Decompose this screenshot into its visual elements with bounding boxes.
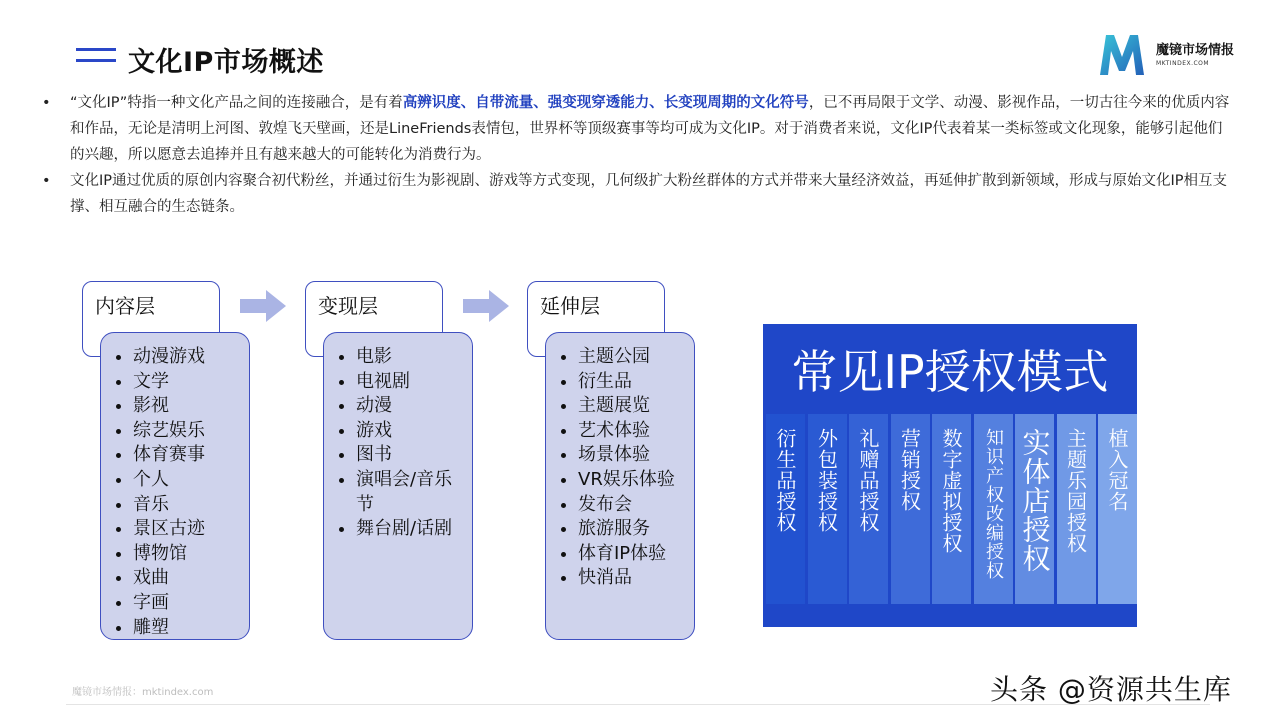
bullet-dot: •: [42, 95, 51, 111]
bullet-paragraph-2: [42, 168, 1232, 220]
list-item: • 艺术体验: [578, 419, 690, 444]
ip-licensing-title: 常见IP授权模式: [791, 345, 1109, 399]
licensing-mode: [808, 414, 847, 604]
bullet2-text: 文化IP通过优质的原创内容聚合初代粉丝，并通过衍生为影视剧、游戏等方式变现，几何级扩大粉丝群体的方式并带来大量经济效益，再延伸扩散到新领域，形成与原始文化IP相互支撑、相互融合的生态链条。: [70, 173, 1228, 215]
page-title: 文化IP市场概述: [128, 47, 324, 78]
list-item: • 演唱会/音乐节: [356, 468, 468, 517]
licensing-mode-label: 营销授权: [897, 428, 922, 512]
licensing-mode-label: 数字虚拟授权: [939, 428, 963, 554]
title-accent-bars: [76, 48, 116, 66]
ip-licensing-panel: [763, 324, 1137, 627]
bullet1-text-rest: ，已不再局限于文学、动漫、影视作品，一切古往今来的优质内容和作品，无论是清明上河图、敦煌飞天壁画，还是LineFriends表情包，世界杯等顶级赛事等均可成为文化IP。对于消费者来说，文化IP代表着某一类标签或文化现象，能够引起他们的兴趣，所以愿意去追捧并且有越来越大的可能转化为消费行为。: [70, 95, 1230, 163]
list-item: • 戏曲: [133, 566, 245, 591]
licensing-mode-label: 衍生品授权: [773, 428, 797, 533]
list-item: • 图书: [356, 443, 468, 468]
licensing-mode-label: 植入冠名: [1105, 428, 1129, 512]
list-item: • 体育赛事: [133, 443, 245, 468]
source-note: 魔镜市场情报：mktindex.com: [72, 687, 214, 698]
licensing-mode: [1098, 414, 1137, 604]
licensing-mode: [1057, 414, 1096, 604]
extend-layer-title: 延伸层: [540, 294, 600, 318]
list-item: • 场景体验: [578, 443, 690, 468]
list-item: • 动漫游戏: [133, 345, 245, 370]
licensing-mode: [932, 414, 971, 604]
list-item: • 舞台剧/话剧: [356, 517, 468, 542]
licensing-mode-label: 知识产权改编授权: [983, 428, 1004, 580]
list-item: • 主题展览: [578, 394, 690, 419]
list-item: • 发布会: [578, 493, 690, 518]
list-item: • 体育IP体验: [578, 542, 690, 567]
logo-name: 魔镜市场情报: [1156, 43, 1235, 58]
list-item: • 综艺娱乐: [133, 419, 245, 444]
list-item: • 游戏: [356, 419, 468, 444]
list-item: • 博物馆: [133, 542, 245, 567]
list-item: • VR娱乐体验: [578, 468, 690, 493]
licensing-mode-label: 外包装授权: [814, 428, 839, 533]
list-item: • 旅游服务: [578, 517, 690, 542]
arrow-right-icon: [240, 290, 288, 322]
list-item: • 电影: [356, 345, 468, 370]
licensing-mode-label: 礼赠品授权: [856, 428, 880, 533]
licensing-mode: [974, 414, 1013, 604]
logo-domain: MKTINDEX.COM: [1156, 60, 1210, 67]
licensing-mode-label: 实体店授权: [1018, 428, 1052, 573]
list-item: • 景区古迹: [133, 517, 245, 542]
licensing-mode: [891, 414, 930, 604]
bullet-paragraph-1: [42, 90, 1232, 168]
list-item: • 动漫: [356, 394, 468, 419]
ip-licensing-columns: [766, 414, 1140, 604]
bullet1-highlight: 高辨识度、自带流量、强变现穿透能力、长变现周期的文化符号: [402, 95, 809, 111]
list-item: • 字画: [133, 591, 245, 616]
bullet1-text: “文化IP”特指一种文化产品之间的连接融合，是有着: [70, 95, 403, 111]
intro-text: [42, 90, 1232, 220]
arrow-right-icon: [463, 290, 511, 322]
extend-layer-list: [545, 332, 695, 640]
list-item: • 影视: [133, 394, 245, 419]
watermark: 头条 @资源共生库: [990, 673, 1232, 706]
list-item: • 雕塑: [133, 616, 245, 641]
licensing-mode: [849, 414, 888, 604]
list-item: • 快消品: [578, 566, 690, 591]
brand-logo: [1096, 33, 1256, 77]
list-item: • 文学: [133, 370, 245, 395]
licensing-mode: [766, 414, 805, 604]
monetize-layer-title: 变现层: [318, 294, 378, 318]
list-item: • 衍生品: [578, 370, 690, 395]
list-item: • 主题公园: [578, 345, 690, 370]
licensing-mode: [1015, 414, 1054, 604]
list-item: • 音乐: [133, 493, 245, 518]
list-item: • 电视剧: [356, 370, 468, 395]
monetize-layer-list: [323, 332, 473, 640]
list-item: • 个人: [133, 468, 245, 493]
bullet-dot: •: [42, 173, 51, 189]
content-layer-list: [100, 332, 250, 640]
content-layer-title: 内容层: [95, 294, 155, 318]
licensing-mode-label: 主题乐园授权: [1063, 428, 1088, 554]
logo-m-icon: [1096, 33, 1148, 77]
